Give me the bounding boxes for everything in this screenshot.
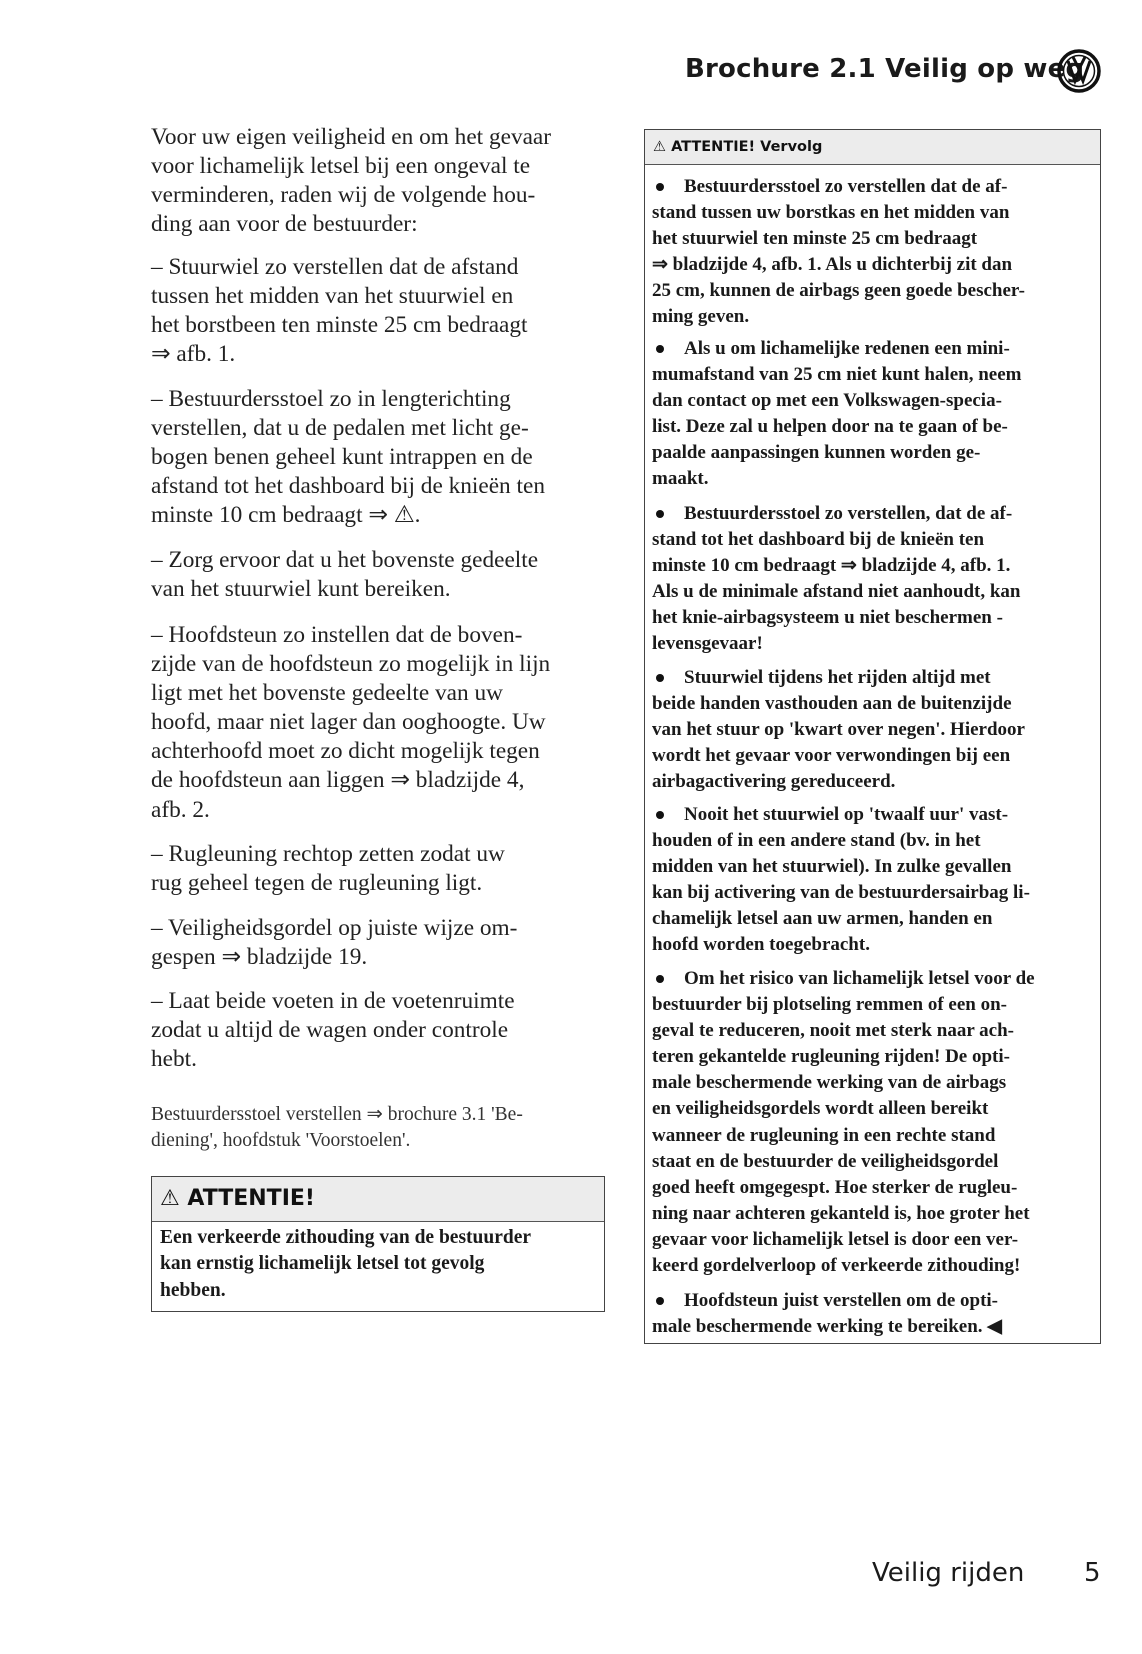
text-line: houden of in een andere stand (bv. in het bbox=[652, 830, 981, 852]
text-line: gespen ⇒ bladzijde 19. bbox=[151, 944, 368, 971]
text-line: tussen het midden van het stuurwiel en bbox=[151, 283, 514, 310]
text-line: wordt het gevaar voor verwondingen bij een bbox=[652, 745, 1011, 767]
instruction-item bbox=[151, 621, 611, 825]
text-line: teren gekantelde rugleuning rijden! De opti- bbox=[652, 1046, 1010, 1068]
text-line: zodat u altijd de wagen onder controle bbox=[151, 1017, 509, 1044]
text-line: maakt. bbox=[652, 468, 709, 490]
text-line: midden van het stuurwiel). In zulke gevallen bbox=[652, 856, 1012, 878]
text-line: stand tussen uw borstkas en het midden van bbox=[652, 202, 1010, 224]
warning-continued-title: ATTENTIE! Vervolg bbox=[671, 139, 823, 155]
text-line: van het stuur op 'kwart over negen'. Hierdoor bbox=[652, 719, 1025, 741]
instruction-item bbox=[151, 546, 611, 604]
instruction-item bbox=[151, 840, 611, 898]
warning-continued-box bbox=[644, 129, 1101, 1344]
text-line: ⇒ bladzijde 4, afb. 1. Als u dichterbij zit dan bbox=[652, 254, 1013, 276]
text-line: hoofd, maar niet lager dan ooghoogte. Uw bbox=[151, 709, 546, 736]
text-line: van het stuurwiel kunt bereiken. bbox=[151, 576, 451, 603]
text-line: ning naar achteren gekanteld is, hoe groter het bbox=[652, 1202, 1030, 1224]
text-line: – Laat beide voeten in de voetenruimte bbox=[151, 988, 515, 1014]
text-line: 25 cm, kunnen de airbags geen goede bescher- bbox=[652, 280, 1025, 302]
text-line: Een verkeerde zithouding van de bestuurder bbox=[160, 1227, 532, 1248]
warning-bullet bbox=[652, 966, 1035, 1279]
vw-logo-icon bbox=[1057, 49, 1101, 93]
warning-bullet bbox=[652, 336, 1021, 493]
text-line: gevaar voor lichamelijk letsel is door een ver- bbox=[652, 1228, 1019, 1250]
text-line: Om het risico van lichamelijk letsel voor de bbox=[652, 966, 1035, 992]
text-line: hebt. bbox=[151, 1046, 197, 1073]
text-line: paalde aanpassingen kunnen worden ge- bbox=[652, 442, 981, 464]
warning-body bbox=[152, 1222, 604, 1307]
instruction-item bbox=[151, 914, 611, 972]
text-line: ding aan voor de bestuurder: bbox=[151, 211, 418, 238]
text-line: Hoofdsteun juist verstellen om de opti- bbox=[652, 1288, 1002, 1314]
text-line: achterhoofd moet zo dicht mogelijk tegen bbox=[151, 738, 540, 765]
text-line: – Rugleuning rechtop zetten zodat uw bbox=[151, 841, 505, 867]
text-line: levensgevaar! bbox=[652, 633, 763, 655]
bullet-icon bbox=[656, 510, 664, 518]
warning-bullet bbox=[652, 174, 1025, 331]
text-line: ⇒ afb. 1. bbox=[151, 341, 236, 368]
text-line: – Veiligheidsgordel op juiste wijze om- bbox=[151, 915, 518, 941]
text-line: de hoofdsteun aan liggen ⇒ bladzijde 4, bbox=[151, 767, 525, 794]
text-line: – Zorg ervoor dat u het bovenste gedeelte bbox=[151, 547, 539, 573]
bullet-icon bbox=[656, 975, 664, 983]
text-line: hebben. bbox=[160, 1279, 226, 1301]
warning-bullet bbox=[652, 501, 1020, 658]
header-title: Brochure 2.1 Veilig op weg bbox=[685, 54, 1085, 84]
text-line: male beschermende werking van de airbags bbox=[652, 1072, 1007, 1094]
warning-continued-header bbox=[645, 130, 1100, 165]
text-line: Bestuurdersstoel zo verstellen dat de af- bbox=[652, 174, 1025, 200]
text-line: Als u om lichamelijke redenen een mini- bbox=[652, 336, 1021, 362]
text-line: – Hoofdsteun zo instellen dat de boven- bbox=[151, 622, 523, 648]
text-line: en veiligheidsgordels wordt alleen bereikt bbox=[652, 1098, 989, 1120]
text-line: kan ernstig lichamelijk letsel tot gevolg bbox=[160, 1253, 485, 1275]
text-line: dan contact op met een Volkswagen-specia- bbox=[652, 390, 1002, 412]
text-line: kan bij activering van de bestuurdersairbag li- bbox=[652, 882, 1030, 904]
text-line: – Bestuurdersstoel zo in lengterichting bbox=[151, 386, 511, 412]
text-line: voor lichamelijk letsel bij een ongeval te bbox=[151, 153, 531, 180]
text-line: male beschermende werking te bereiken. ◀ bbox=[652, 1316, 1002, 1338]
warning-bullet bbox=[652, 1288, 1002, 1340]
text-line: hoofd worden toegebracht. bbox=[652, 934, 870, 956]
instruction-item bbox=[151, 987, 611, 1074]
text-line: zijde van de hoofdsteun zo mogelijk in lijn bbox=[151, 651, 551, 678]
text-line: keerd gordelverloop of verkeerde zithouding! bbox=[652, 1255, 1021, 1277]
text-line: Bestuurdersstoel zo verstellen, dat de af- bbox=[652, 501, 1020, 527]
text-line: ligt met het bovenste gedeelte van uw bbox=[151, 680, 503, 707]
text-line: Nooit het stuurwiel op 'twaalf uur' vast- bbox=[652, 802, 1030, 828]
text-line: list. Deze zal u helpen door na te gaan of be- bbox=[652, 416, 1008, 438]
intro-paragraph bbox=[151, 123, 611, 239]
warning-box bbox=[151, 1176, 605, 1312]
bullet-icon bbox=[656, 183, 664, 191]
instruction-item bbox=[151, 253, 611, 369]
text-line: afb. 2. bbox=[151, 796, 210, 823]
warning-bullet bbox=[652, 802, 1030, 959]
instruction-item bbox=[151, 385, 611, 530]
warning-bullet bbox=[652, 665, 1025, 795]
text-line: rug geheel tegen de rugleuning ligt. bbox=[151, 870, 483, 897]
page-number: 5 bbox=[1084, 1558, 1101, 1588]
text-line: het stuurwiel ten minste 25 cm bedraagt bbox=[652, 228, 978, 250]
text-line: airbagactivering gereduceerd. bbox=[652, 771, 896, 793]
bullet-icon bbox=[656, 1297, 664, 1305]
warning-header bbox=[152, 1177, 604, 1222]
text-line: afstand tot het dashboard bij de knieën ten bbox=[151, 473, 545, 500]
bullet-icon bbox=[656, 811, 664, 819]
text-line: het borstbeen ten minste 25 cm bedraagt bbox=[151, 312, 528, 339]
text-line: het knie-airbagsysteem u niet beschermen - bbox=[652, 607, 1003, 629]
warning-title: ATTENTIE! bbox=[187, 1186, 315, 1211]
text-line: verminderen, raden wij de volgende hou- bbox=[151, 182, 536, 209]
text-line: geval te reduceren, nooit met sterk naar ach- bbox=[652, 1020, 1014, 1042]
footer-section: Veilig rijden bbox=[872, 1558, 1025, 1588]
text-line: bestuurder bij plotseling remmen of een on- bbox=[652, 994, 1008, 1016]
text-line: diening', hoofdstuk 'Voorstoelen'. bbox=[151, 1130, 411, 1152]
text-line: staat en de bestuurder de veiligheidsgordel bbox=[652, 1150, 999, 1172]
text-line: minste 10 cm bedraagt ⇒ ⚠. bbox=[151, 502, 421, 529]
text-line: mumafstand van 25 cm niet kunt halen, neem bbox=[652, 364, 1022, 386]
text-line: beide handen vasthouden aan de buitenzijde bbox=[652, 693, 1012, 715]
bullet-icon bbox=[656, 345, 664, 353]
text-line: Bestuurdersstoel verstellen ⇒ brochure 3.1 'Be- bbox=[151, 1104, 523, 1125]
text-line: bogen benen geheel kunt intrappen en de bbox=[151, 444, 533, 471]
text-line: wanneer de rugleuning in een rechte stand bbox=[652, 1124, 996, 1146]
warning-triangle-icon: ⚠ bbox=[653, 139, 666, 155]
text-line: minste 10 cm bedraagt ⇒ bladzijde 4, afb. 1. bbox=[652, 555, 1011, 577]
text-line: ming geven. bbox=[652, 306, 750, 328]
text-line: – Stuurwiel zo verstellen dat de afstand bbox=[151, 254, 519, 280]
warning-triangle-icon: ⚠ bbox=[160, 1186, 180, 1211]
text-line: Stuurwiel tijdens het rijden altijd met bbox=[652, 665, 1025, 691]
text-line: goed heeft omgegespt. Hoe sterker de rugleu- bbox=[652, 1176, 1018, 1198]
text-line: stand tot het dashboard bij de knieën ten bbox=[652, 529, 985, 551]
bullet-icon bbox=[656, 674, 664, 682]
text-line: verstellen, dat u de pedalen met licht ge- bbox=[151, 415, 529, 442]
text-line: chamelijk letsel aan uw armen, handen en bbox=[652, 908, 993, 930]
reference-note bbox=[151, 1102, 523, 1155]
text-line: Voor uw eigen veiligheid en om het gevaar bbox=[151, 124, 552, 150]
text-line: Als u de minimale afstand niet aanhoudt, kan bbox=[652, 581, 1021, 603]
